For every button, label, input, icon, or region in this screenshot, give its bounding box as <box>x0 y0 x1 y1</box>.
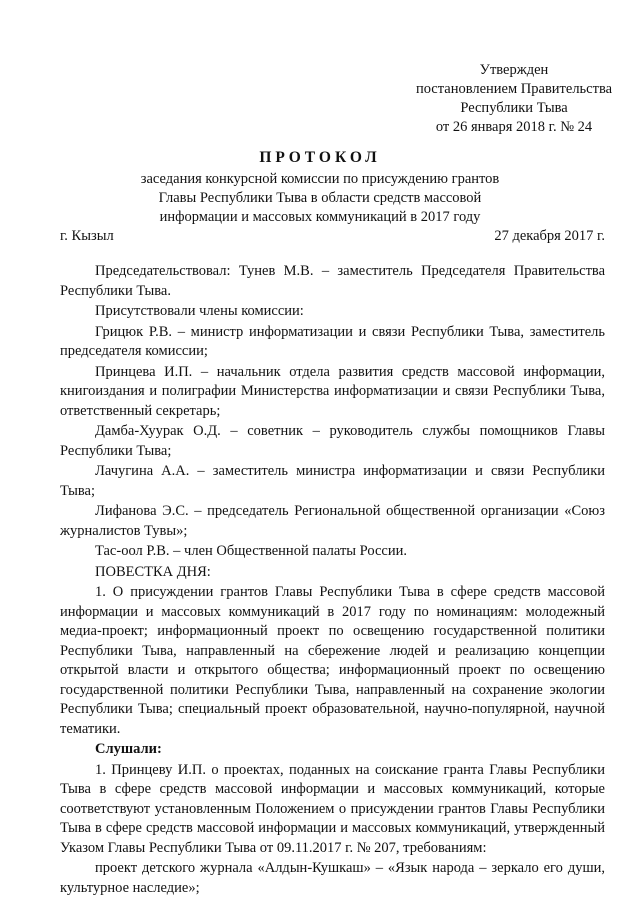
member-paragraph: Принцева И.П. – начальник отдела развития средств массовой информации, книгоиздания и полиграфии Министерства информатизации и связи Республики Тыва, ответственный секретарь; <box>60 363 605 419</box>
hearing-paragraph: 1. Принцеву И.П. о проектах, поданных на соискание гранта Главы Республики Тыва в сфере средств массовой информации и массовых коммуникаций, которые соответствуют установленным Положением о присуждении грантов Главы Республики Тыва в сфере средств массовой информации и массовых коммуникаций, утвержденный Указом Главы Республики Тыва от 09.11.2017 г. № 207, требованиям: <box>60 761 605 856</box>
place-date-row <box>60 228 605 245</box>
hearing-paragraph: проект детского журнала «Алдын-Кушкаш» – «Язык народа – зеркало его души, культурное наследие»; <box>60 860 605 896</box>
member-paragraph: Грицюк Р.В. – министр информатизации и связи Республики Тыва, заместитель председателя комиссии; <box>60 323 605 359</box>
document-subtitle <box>100 170 540 227</box>
agenda-item: 1. О присуждении грантов Главы Республики Тыва в сфере средств массовой информации и массовых коммуникаций в 2017 году по номинациям: молодежный медиа-проект; информационный проект по освещению государственной политики Республики Тыва, направленный на сбережение людей и реализацию концепции открытой власти и открытого общества; информационный проект по освещению государственной политики Республики Тыва, направленный на сохранение экологии Республики Тыва; специальный проект образовательной, научно-популярной, научной тематики. <box>60 584 605 737</box>
chair-paragraph: Председательствовал: Тунев М.В. – заместитель Председателя Правительства Республики Тыва. <box>60 263 605 299</box>
approval-line: от 26 января 2018 г. № 24 <box>435 119 593 135</box>
document-title: ПРОТОКОЛ <box>259 149 381 166</box>
approval-line: Республики Тыва <box>460 100 568 116</box>
agenda-heading: ПОВЕСТКА ДНЯ: <box>95 563 211 580</box>
approval-line: Утвержден <box>479 62 549 78</box>
subtitle-line: информации и массовых коммуникаций в 2017 году <box>159 209 481 225</box>
present-intro: Присутствовали члены комиссии: <box>95 303 304 319</box>
approval-block <box>404 61 624 137</box>
place: г. Кызыл <box>60 228 114 244</box>
protocol-body <box>60 262 605 898</box>
subtitle-line: заседания конкурсной комиссии по присуждению грантов <box>140 171 500 187</box>
approval-line: постановлением Правительства <box>415 81 613 97</box>
member-paragraph: Дамба-Хуурак О.Д. – советник – руководитель службы помощников Главы Республики Тыва; <box>60 423 605 459</box>
member-paragraph: Лачугина А.А. – заместитель министра информатизации и связи Республики Тыва; <box>60 463 605 499</box>
date: 27 декабря 2017 г. <box>494 228 605 244</box>
subtitle-line: Главы Республики Тыва в области средств массовой <box>158 190 482 206</box>
member-paragraph: Тас-оол Р.В. – член Общественной палаты России. <box>95 543 407 559</box>
hearing-heading: Слушали: <box>95 741 162 757</box>
member-paragraph: Лифанова Э.С. – председатель Региональной общественной организации «Союз журналистов Тувы»; <box>60 503 605 539</box>
